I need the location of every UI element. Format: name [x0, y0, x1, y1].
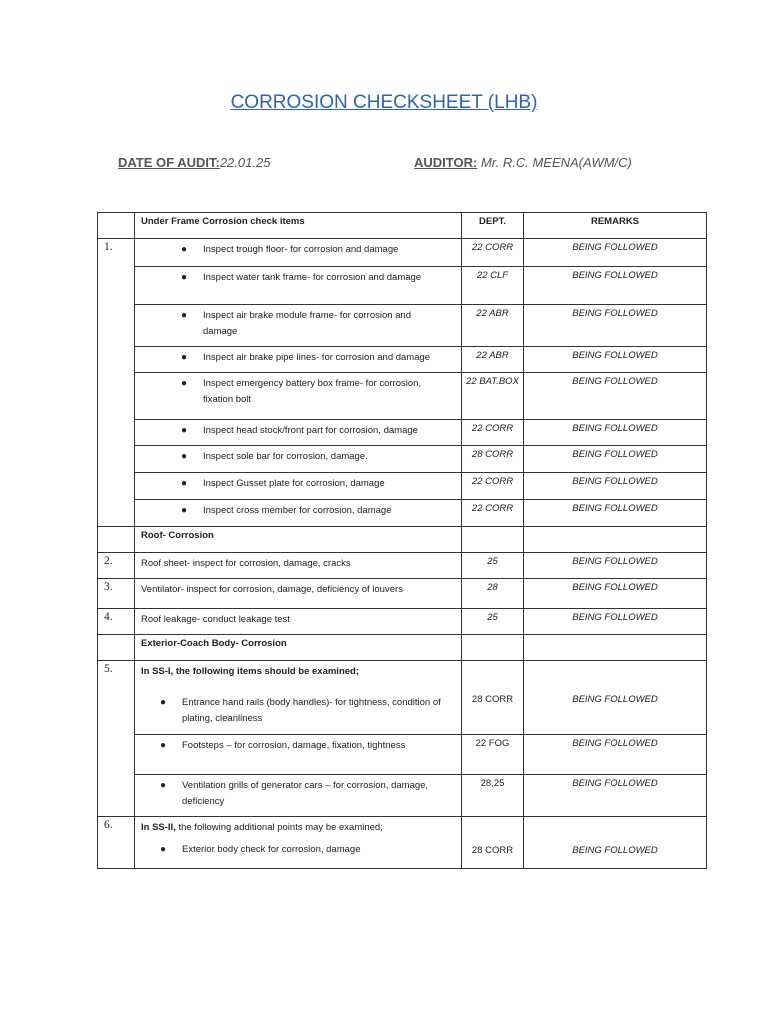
table-row [98, 446, 707, 473]
table-row [98, 553, 707, 579]
bullet-icon: ● [181, 505, 188, 516]
section-header-row [98, 527, 707, 553]
remarks-cell: BEING FOLLOWED [524, 239, 707, 267]
section-header-roof: Roof- Corrosion [135, 527, 462, 553]
table-row [98, 420, 707, 446]
item-text: Inspect trough floor- for corrosion and damage [203, 244, 399, 255]
table-row [98, 347, 707, 373]
dept-cell: 22 ABR [462, 347, 524, 373]
dept-cell: 28 CORR [462, 817, 524, 869]
remarks-cell: BEING FOLLOWED [524, 305, 707, 347]
header-remarks: REMARKS [524, 213, 707, 239]
item-text: Inspect emergency battery box frame- for corrosion, fixation bolt [203, 378, 422, 405]
bullet-icon: ● [160, 697, 167, 708]
item-text: Inspect sole bar for corrosion, damage. [203, 451, 368, 462]
table-row [98, 775, 707, 817]
row-number: 6. [98, 817, 135, 869]
table-row [98, 500, 707, 527]
auditor-value: Mr. R.C. MEENA(AWM/C) [480, 155, 632, 170]
row-number: 1. [98, 239, 135, 527]
bullet-icon: ● [181, 451, 188, 462]
bullet-icon: ● [160, 740, 167, 751]
bullet-icon: ● [181, 478, 188, 489]
remarks-cell: BEING FOLLOWED [524, 373, 707, 420]
dept-cell: 22 CORR [462, 420, 524, 446]
auditor [414, 155, 632, 170]
dept-cell: 22 CORR [462, 473, 524, 500]
dept-cell: 28 CORR [462, 446, 524, 473]
dept-cell: 22 CORR [462, 500, 524, 527]
date-value: 22.01.25 [219, 155, 271, 170]
audit-date [118, 155, 270, 170]
item-text: Ventilation grills of generator cars – for corrosion, damage, deficiency [182, 780, 429, 807]
table-row [98, 817, 707, 869]
item-text: Inspect cross member for corrosion, damage [203, 505, 392, 516]
auditor-label: AUDITOR: [414, 155, 478, 170]
bullet-icon: ● [181, 244, 188, 255]
dept-cell: 22 FOG [462, 735, 524, 775]
section-intro: In SS-I, the following items should be examined; [141, 666, 359, 677]
page-title: CORROSION CHECKSHEET (LHB) [230, 92, 538, 113]
remarks-cell: BEING FOLLOWED [524, 473, 707, 500]
bullet-icon: ● [181, 352, 188, 363]
table-header-row [98, 213, 707, 239]
bullet-icon: ● [181, 272, 188, 283]
remarks-cell: BEING FOLLOWED [524, 661, 707, 735]
dept-cell: 22 CORR [462, 239, 524, 267]
header-item: Under Frame Corrosion check items [135, 213, 462, 239]
row-number: 3. [98, 579, 135, 609]
item-text: Footsteps – for corrosion, damage, fixation, tightness [182, 740, 406, 751]
date-label: DATE OF AUDIT: [118, 155, 220, 170]
remarks-cell: BEING FOLLOWED [524, 446, 707, 473]
remarks-cell: BEING FOLLOWED [524, 347, 707, 373]
section-intro-bold: In SS-II, [141, 822, 176, 833]
bullet-icon: ● [160, 844, 167, 855]
dept-cell: 25 [462, 609, 524, 635]
item-text: Inspect air brake module frame- for corrosion and damage [203, 310, 412, 337]
remarks-cell: BEING FOLLOWED [524, 579, 707, 609]
remarks-cell: BEING FOLLOWED [524, 609, 707, 635]
bullet-icon: ● [181, 310, 188, 321]
dept-cell: 22 BAT.BOX [462, 373, 524, 420]
item-text: Exterior body check for corrosion, damage [182, 844, 361, 855]
row-number: 2. [98, 553, 135, 579]
dept-cell: 28 [462, 579, 524, 609]
header-no-cell [98, 213, 135, 239]
table-row [98, 661, 707, 735]
item-text: Inspect Gusset plate for corrosion, damage [203, 478, 385, 489]
remarks-cell: BEING FOLLOWED [524, 735, 707, 775]
item-text: Inspect head stock/front part for corrosion, damage [203, 425, 418, 436]
section-intro-rest: the following additional points may be examined; [175, 822, 383, 833]
item-text: Roof sheet- inspect for corrosion, damage, cracks [141, 558, 351, 569]
dept-cell: 22 CLF [462, 267, 524, 305]
table-row [98, 267, 707, 305]
remarks-cell: BEING FOLLOWED [524, 500, 707, 527]
dept-cell: 28,25 [462, 775, 524, 817]
row-number: 4. [98, 609, 135, 635]
table-row [98, 579, 707, 609]
bullet-icon: ● [181, 378, 188, 389]
dept-cell: 28 CORR [462, 661, 524, 735]
item-text: Ventilator- inspect for corrosion, damage, deficiency of louvers [141, 584, 403, 595]
dept-cell: 22 ABR [462, 305, 524, 347]
table-row [98, 609, 707, 635]
bullet-icon: ● [181, 425, 188, 436]
section-header-row [98, 635, 707, 661]
section-header-exterior: Exterior-Coach Body- Corrosion [135, 635, 462, 661]
item-text: Inspect air brake pipe lines- for corrosion and damage [203, 352, 431, 363]
remarks-cell: BEING FOLLOWED [524, 420, 707, 446]
header-dept: DEPT. [462, 213, 524, 239]
table-row [98, 305, 707, 347]
section-intro [135, 817, 461, 836]
remarks-cell: BEING FOLLOWED [524, 775, 707, 817]
table-row [98, 473, 707, 500]
checksheet-table [97, 212, 707, 869]
remarks-cell: BEING FOLLOWED [524, 267, 707, 305]
bullet-icon: ● [160, 780, 167, 791]
row-number: 5. [98, 661, 135, 817]
remarks-cell: BEING FOLLOWED [524, 817, 707, 869]
table-row [98, 735, 707, 775]
item-text: Inspect water tank frame- for corrosion and damage [203, 272, 422, 283]
dept-cell: 25 [462, 553, 524, 579]
table-row [98, 239, 707, 267]
remarks-cell: BEING FOLLOWED [524, 553, 707, 579]
table-row [98, 373, 707, 420]
item-text: Entrance hand rails (body handles)- for tightness, condition of plating, cleanliness [182, 697, 441, 724]
item-text: Roof leakage- conduct leakage test [141, 614, 290, 625]
